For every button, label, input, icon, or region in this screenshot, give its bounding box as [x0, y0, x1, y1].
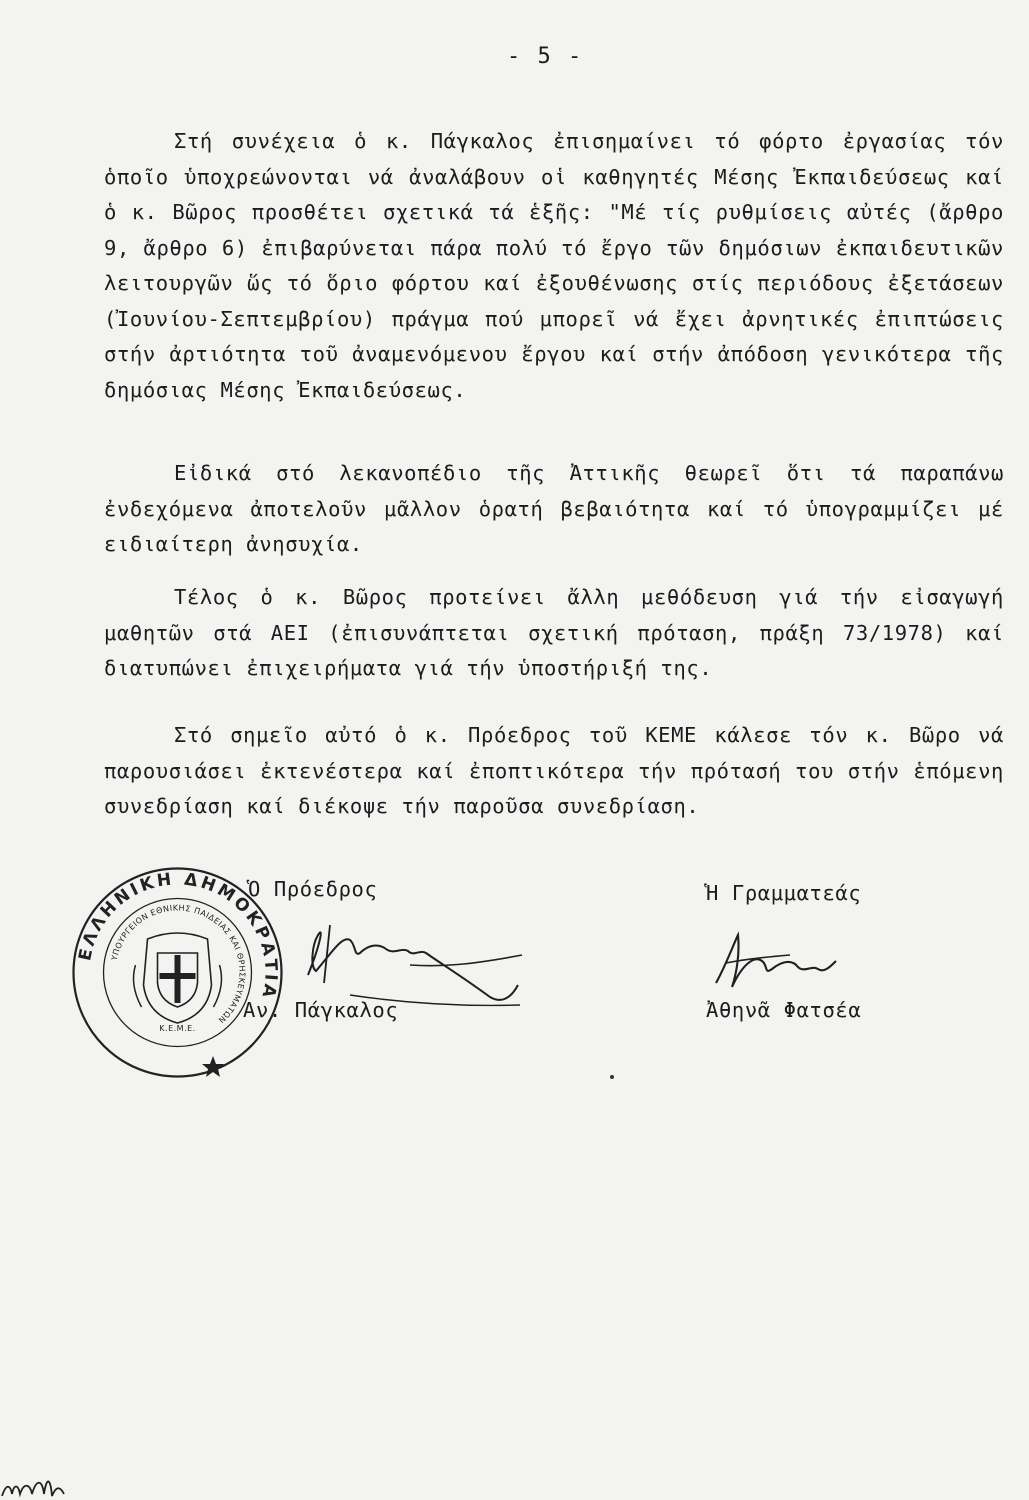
coat-of-arms-icon: [134, 933, 222, 1023]
secretary-name: Ἀθηνᾶ Φατσέα: [706, 998, 862, 1022]
seal-bottom-text: Κ.Ε.Μ.Ε.: [159, 1024, 196, 1033]
paragraph-4: Στό σημεῖο αὐτό ὁ κ. Πρόεδρος τοῦ ΚΕΜΕ κάλεσε τόν κ. Βῶρο νά παρουσιάσει ἐκτενέστερα καί ἐποπτικότερα τήν πρότασή του στήν ἑπόμενη συνεδρίαση καί διέκοψε τήν παροῦσα συνεδρίαση.: [104, 723, 1004, 818]
paragraph-3: Τέλος ὁ κ. Βῶρος προτείνει ἄλλη μεθόδευση γιά τήν εἰσαγωγή μαθητῶν στά ΑΕΙ (ἐπισυνάπτεται σχετική πρόταση, πράξη 73/1978) καί διατυπώνει ἐπιχειρήματα γιά τήν ὑποστήριξή της.: [104, 585, 1004, 680]
secretary-title: Ἡ Γραμματεάς: [706, 881, 862, 905]
paragraph-1: Στή συνέχεια ὁ κ. Πάγκαλος ἐπισημαίνει τό φόρτο ἐργασίας τόν ὁποῖο ὑποχρεώνονται νά ἀναλάβουν οἱ καθηγητές Μέσης Ἐκπαιδεύσεως καί ὁ κ. Βῶρος προσθέτει σχετικά τά ἑξῆς: "Μέ τίς ρυθμίσεις αὐτές (ἄρθρο 9, ἄρθρο 6) ἐπιβαρύνεται πάρα πολύ τό ἔργο τῶν δημόσιων ἐκπαιδευτικῶν λειτουργῶν ὥς τό ὅριο φόρτου καί ἐξουθένωσης στίς περιόδους ἐξετάσεων (Ἰουνίου-Σεπτεμβρίου) πράγμα πού μπορεῖ νά ἔχει ἀρνητικές ἐπιπτώσεις στήν ἀρτιότητα τοῦ ἀναμενόμενου ἔργου καί στήν ἀπόδοση γενικότερα τῆς δημόσιας Μέσης Ἐκπαιδεύσεως.: [104, 129, 1004, 402]
president-name: Αν. Πάγκαλος: [243, 998, 399, 1022]
president-title: Ὁ Πρόεδρος: [248, 877, 378, 901]
page-number: - 5 -: [507, 44, 584, 69]
ink-dot: [610, 1075, 614, 1079]
seal-outer-text: ΕΛΛΗΝΙΚΗ ΔΗΜΟΚΡΑΤΙΑ: [75, 869, 281, 1003]
seal-inner-text: ΥΠΟΥΡΓΕΙΟΝ ΕΘΝΙΚΗΣ ΠΑΙΔΕΙΑΣ ΚΑΙ ΘΡΗΣΚΕΥΜΑΤΩΝ: [109, 903, 247, 1025]
margin-handwriting: [0, 1470, 70, 1500]
paragraph-2: Εἰδικά στό λεκανοπέδιο τῆς Ἀττικῆς θεωρεῖ ὅτι τά παραπάνω ἐνδεχόμενα ἀποτελοῦν μᾶλλον ὁρατή βεβαιότητα καί τό ὑπογραμμίζει μέ ειδιαίτερη ἀνησυχία.: [104, 461, 1004, 556]
secretary-signature: [706, 925, 841, 1000]
president-signature: [290, 905, 530, 1020]
